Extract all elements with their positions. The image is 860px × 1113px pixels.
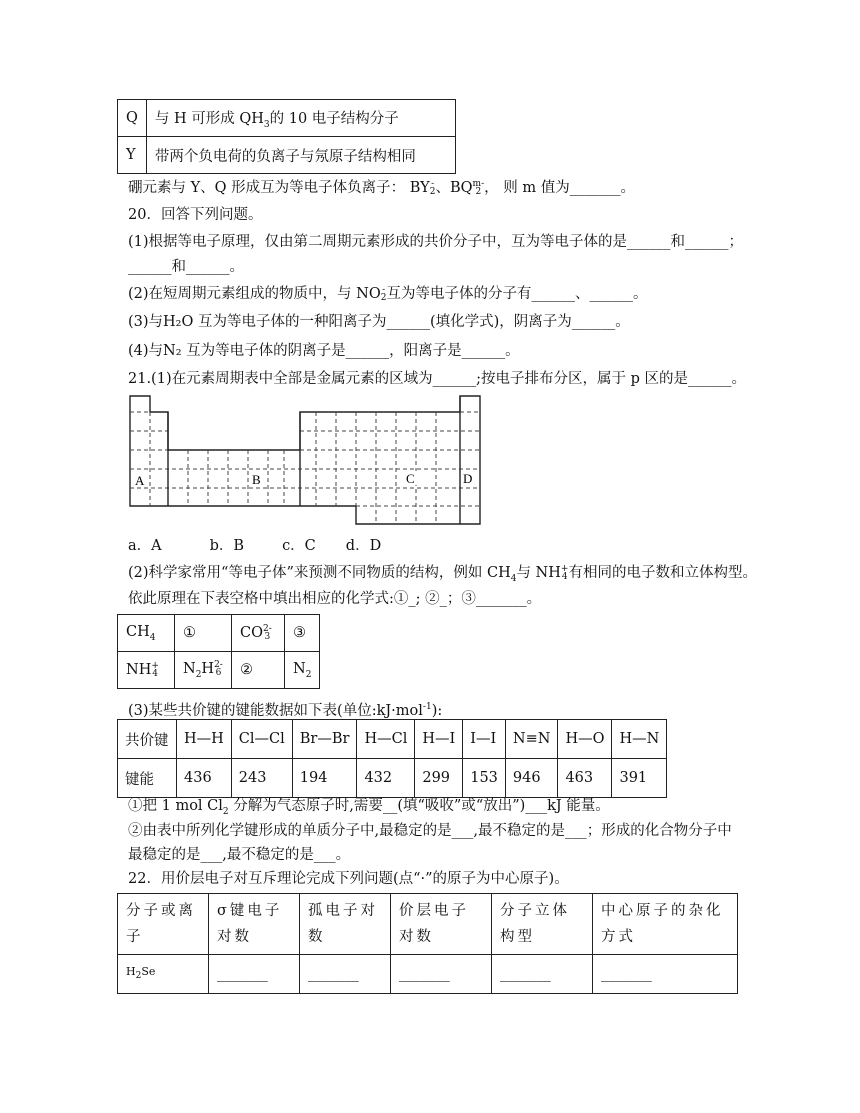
value-cell: 194 — [292, 759, 357, 798]
row-label: Y — [118, 137, 147, 174]
value-cell: 946 — [505, 759, 558, 798]
option-d: d．D — [345, 538, 382, 554]
cell-co3: CO2- 3 — [232, 615, 285, 652]
value-cell: 键能 — [118, 759, 177, 798]
q21-part2-fill: 依此原理在下表空格中填出相应的化学式:①_; ②_；③_______。 — [128, 591, 542, 607]
header-cell: H—O — [558, 720, 612, 759]
blank-cell: _______ — [300, 955, 391, 994]
header-cell: H—Cl — [357, 720, 415, 759]
header-cell: 孤电子对数 — [300, 894, 391, 955]
header-cell: 价层电子对数 — [391, 894, 492, 955]
value-cell: 299 — [415, 759, 463, 798]
row-desc: 带两个负电荷的负离子与氖原子结构相同 — [146, 137, 455, 174]
header-cell: I—I — [463, 720, 506, 759]
boron-question: 硼元素与 Y、Q 形成互为等电子体负离子： BY- 2、BQm- 2 ， 则 m 值为_______。 — [128, 179, 635, 197]
value-cell: 436 — [177, 759, 232, 798]
region-b-label: B — [252, 472, 261, 487]
header-cell: N≡N — [505, 720, 558, 759]
header-cell: Cl—Cl — [231, 720, 292, 759]
region-a-label: A — [135, 473, 145, 488]
cell-blank-2: ② — [232, 652, 285, 689]
table-header-row — [118, 894, 738, 955]
q20-part1-cont: ______和______。 — [128, 259, 244, 275]
isoelectronic-table — [117, 614, 320, 689]
option-a: a．A — [128, 538, 162, 554]
cell-n2h6: $N_2H2-$ 6 — [175, 652, 232, 689]
q21-part3-item2-cont: 最稳定的是___,最不稳定的是___。 — [128, 847, 351, 863]
blank-cell: _______ — [209, 955, 300, 994]
cell-nh4: NH+ 4 — [118, 652, 175, 689]
value-cell: 432 — [357, 759, 415, 798]
periodic-table-diagram — [128, 394, 483, 526]
value-cell: 391 — [612, 759, 667, 798]
q21-options — [128, 536, 381, 556]
header-cell: 分子或离子 — [118, 894, 209, 955]
table-header-row — [118, 720, 667, 759]
q22-title: 22．用价层电子对互斥理论完成下列问题(点“·”的原子为中心原子)。 — [128, 871, 569, 887]
cell-ch4: $CH_4$ — [118, 615, 175, 652]
blank-cell: _______ — [593, 955, 738, 994]
header-cell: H—N — [612, 720, 667, 759]
q20-part3: (3)与H₂O 互为等电子体的一种阳离子为______(填化学式)，阴离子为______。 — [128, 314, 630, 330]
row-desc: 与 H 可形成 $QH_3$的 10 电子结构分子 — [146, 100, 455, 137]
q20-part4: (4)与N₂ 互为等电子体的阴离子是______，阳离子是______。 — [128, 343, 520, 359]
table-row — [118, 100, 456, 137]
blank-cell: _______ — [492, 955, 593, 994]
option-c: c．C — [282, 538, 316, 554]
value-cell: 463 — [558, 759, 612, 798]
region-c-label: C — [406, 471, 415, 486]
q21-part3: (3)某些共价键的键能数据如下表(单位:kJ·mol$^{-1}$): — [128, 702, 443, 719]
header-cell: H—H — [177, 720, 232, 759]
table-row — [118, 955, 738, 994]
region-d-label: D — [463, 471, 473, 486]
table-row — [118, 615, 320, 652]
bond-energy-table — [117, 719, 667, 798]
element-info-table — [117, 99, 456, 174]
header-cell: 共价键 — [118, 720, 177, 759]
table-row — [118, 759, 667, 798]
header-cell: Br—Br — [292, 720, 357, 759]
option-b: b．B — [209, 538, 245, 554]
value-cell: 243 — [231, 759, 292, 798]
header-cell: 分子立体构型 — [492, 894, 593, 955]
row-label: Q — [118, 100, 147, 137]
q21-part3-item2: ②由表中所列化学键形成的单质分子中,最稳定的是___,最不稳定的是___；形成的化合物分子中 — [128, 823, 732, 839]
q20-part2: (2)在短周期元素组成的物质中，与 NO- 2互为等电子体的分子有______、______。 — [128, 285, 648, 303]
header-cell: H—I — [415, 720, 463, 759]
table-row — [118, 652, 320, 689]
header-cell: 中心原子的杂化方式 — [593, 894, 738, 955]
cell-blank-1: ① — [175, 615, 232, 652]
vsepr-table — [117, 893, 738, 994]
molecule-cell: $H_2Se$ — [118, 955, 209, 994]
table-row — [118, 137, 456, 174]
value-cell: 153 — [463, 759, 506, 798]
q20-part1: (1)根据等电子原理，仅由第二周期元素形成的共价分子中，互为等电子体的是______和______； — [128, 234, 744, 250]
q21-part3-item1: ①把 1 mol $Cl_2$ 分解为气态原子时,需要__(填“吸收”或“放出”)___kJ 能量。 — [128, 798, 610, 817]
q20-title: 20．回答下列问题。 — [128, 207, 263, 223]
header-cell: σ键电子对数 — [209, 894, 300, 955]
q21-part1: 21.(1)在元素周期表中全部是金属元素的区域为______;按电子排布分区，属于 p 区的是______。 — [128, 371, 746, 387]
q21-part2: (2)科学家常用“等电子体”来预测不同物质的结构，例如 $CH_4$与 NH+ 4有相同的电子数和立体构型。 — [128, 564, 757, 584]
cell-n2: $N_2$ — [285, 652, 320, 689]
blank-cell: _______ — [391, 955, 492, 994]
cell-blank-3: ③ — [285, 615, 320, 652]
